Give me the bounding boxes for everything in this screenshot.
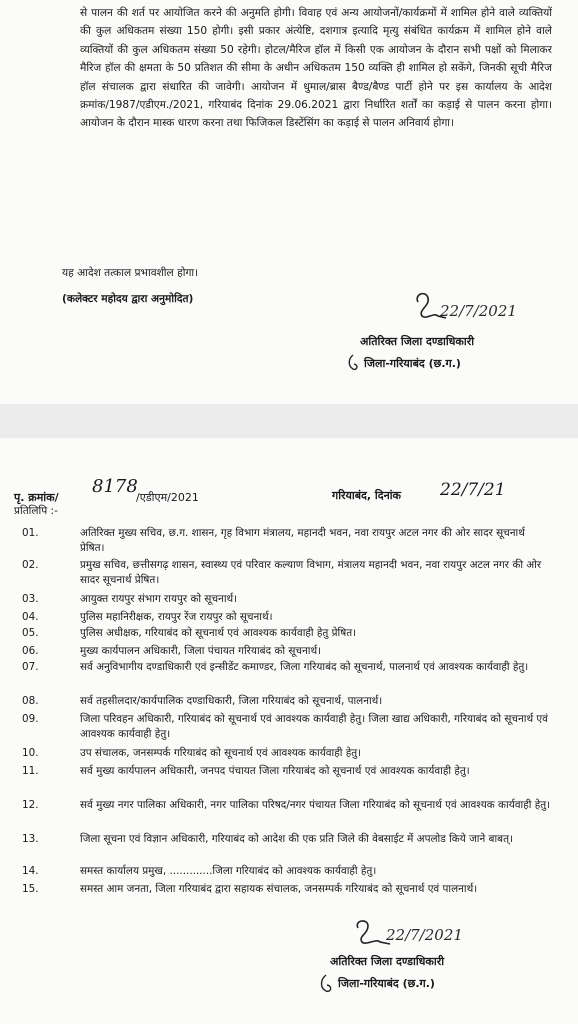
order-conditions-paragraph: से पालन की शर्त पर आयोजित करने की अनुमति होगी। विवाह एवं अन्य आयोजनों/कार्यक्रमों में शामिल होने वाले व्यक्तियों की कुल अधिकतम संख्या 150 होगी। इसी प्रकार अंत्येष्टि, दशगात्र इत्यादि मृत्यु संबंधित कार्यक्रम में शामिल होने वाले व्यक्तियों की कुल अधिकतम संख्या 50 रहेगी। होटल/मैरिज हॉल में किसी एक आयोजन के दौरान सभी पक्षों को मिलाकर मैरिज हॉल की क्षमता के 50 प्रतिशत की सीमा के अधीन अधिकतम 150 व्यक्ति ही शामिल हो सकेंगे, जिनकी सूची मैरिज हॉल संचालक द्वारा संधारित की जावेगी। आयोजन में धुमाल/ब्रास बैण्ड/बैण्ड पार्टी होने पर इस कार्यालय के आदेश क्रमांक/1987/एडीएम./2021, गरियाबंद दिनांक 29.06.2021 द्वारा निर्धारित शर्तों का कड़ाई से पालन करना होगा। आयोजन के दौरान मास्क धारण करना तथा फिजिकल डिस्टेंसिंग का कड़ाई से पालन अनिवार्य होगा।	[80, 7, 552, 130]
effective-line: यह आदेश तत्काल प्रभावशील होगा।	[62, 267, 199, 279]
document-page-1	[0, 0, 578, 404]
approval-line: (कलेक्टर महोदय द्वारा अनुमोदित)	[62, 293, 194, 305]
flourish-icon	[318, 974, 334, 998]
flourish-icon	[346, 354, 360, 376]
signature	[412, 288, 562, 328]
signature-date: 22/7/2021	[440, 302, 517, 320]
document-page-2: पृ. क्रमांक/ 8178 /एडीएम/2021 गरियाबंद, दिनांक 22/7/21 प्रतिलिपि :- 01. अतिरिक्त मुख्य सचिव, छ.ग. शासन, गृह विभाग मंत्रालय, महानदी भवन, नवा रायपुर अटल नगर की ओर सादर सूचनार्थ प्रेषित। 02. प्रमुख सचिव, छत्तीसगढ़ शासन, स्वास्थ्य एवं परिवार कल्याण विभाग, मंत्रालय महानदी भवन, नवा रायपुर अटल नगर की ओर सादर सूचनार्थ प्रेषित। 03. आयुक्त रायपुर संभाग रायपुर को सूचनार्थ। 04. पुलिस महानिरीक्षक, रायपुर रेंज रायपुर को सूचनार्थ। 05. पुलिस अधीक्षक, गरियाबंद को सूचनार्थ एवं आवश्यक कार्यवाही हेतु प्रेषित। 06. मुख्य कार्यपालन अधिकारी, जिला पंचायत गरियाबंद को सूचनार्थ। 07. सर्व अनुविभागीय दण्डाधिकारी एवं इन्सीडेंट कमाण्डर, जिला गरियाबंद को सूचनार्थ, पालनार्थ एवं आवश्यक कार्यवाही हेतु। 08. सर्व तहसीलदार/कार्यपालिक दण्डाधिकारी, जिला गरियाबंद को सूचनार्थ, पालनार्थ। 09. जिला परिवहन अधिकारी, गरियाबंद को सूचनार्थ एवं आवश्यक कार्यवाही हेतु। जिला खाद्य अधिकारी, गरियाबंद को सूचनार्थ एवं आवश्यक कार्यवाही हेतु। 10. उप संचालक, जनसम्पर्क गरियाबंद को सूचनार्थ एवं आवश्यक कार्यवाही हेतु। 11. सर्व मुख्य कार्यपालन अधिकारी, जनपद पंचायत जिला गरियाबंद को सूचनार्थ एवं आवश्यक कार्यवाही हेतु। 12. सर्व मुख्य नगर पालिका अधिकारी, नगर पालिका परिषद/नगर पंचायत जिला गरियाबंद को सूचनार्थ एवं आवश्यक कार्यवाही हेतु। 13. जिला सूचना एवं विज्ञान अधिकारी, गरियाबंद को आदेश की एक प्रति जिले की वेबसाईट में अपलोड किये जाने बाबत्। 14. समस्त कार्यालय प्रमुख, .............जिला गरियाबंद को आवश्यक कार्यवाही हेतु। 15. समस्त आम जनता, जिला गरियाबंद द्वारा सहायक संचालक, जनसम्पर्क गरियाबंद को सूचनार्थ एवं पालनार्थ। 22/7/2021 अतिरिक्त जिला दण्डाधिकारी जिला-गरियाबंद (छ.ग.)	[0, 438, 578, 1024]
signatory-place: जिला-गरियाबंद (छ.ग.)	[364, 357, 461, 370]
copy-label: प्रतिलिपि :-	[14, 505, 58, 517]
signature-2	[352, 916, 532, 952]
signatory-title: अतिरिक्त जिला दण्डाधिकारी	[330, 955, 445, 968]
signatory-place: जिला-गरियाबंद (छ.ग.)	[338, 977, 435, 990]
place-date-label: गरियाबंद, दिनांक	[332, 489, 401, 502]
ref-number-handwritten: 8178	[92, 476, 138, 497]
ref-label: पृ. क्रमांक/	[14, 491, 59, 504]
date-handwritten: 22/7/21	[440, 480, 506, 500]
signature-date: 22/7/2021	[386, 926, 463, 944]
ref-suffix: /एडीएम/2021	[136, 491, 199, 504]
signatory-title: अतिरिक्त जिला दण्डाधिकारी	[360, 335, 475, 348]
